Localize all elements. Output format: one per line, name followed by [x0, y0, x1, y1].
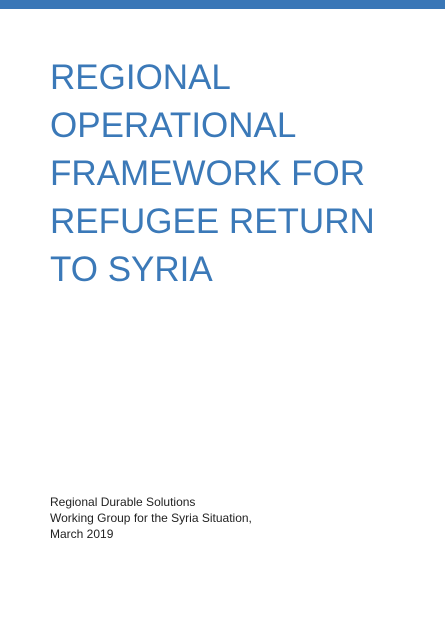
title-line-5: TO SYRIA [50, 250, 213, 289]
document-title [50, 54, 435, 294]
title-line-1: REGIONAL [50, 58, 231, 97]
title-line-2: OPERATIONAL [50, 106, 297, 145]
top-accent-bar [0, 0, 445, 9]
title-line-4: REFUGEE RETURN [50, 202, 375, 241]
author-line-1: Regional Durable Solutions [50, 495, 196, 509]
title-line-3: FRAMEWORK FOR [50, 154, 365, 193]
date-line: March 2019 [50, 527, 114, 541]
author-block [50, 494, 420, 542]
author-line-2: Working Group for the Syria Situation, [50, 511, 252, 525]
